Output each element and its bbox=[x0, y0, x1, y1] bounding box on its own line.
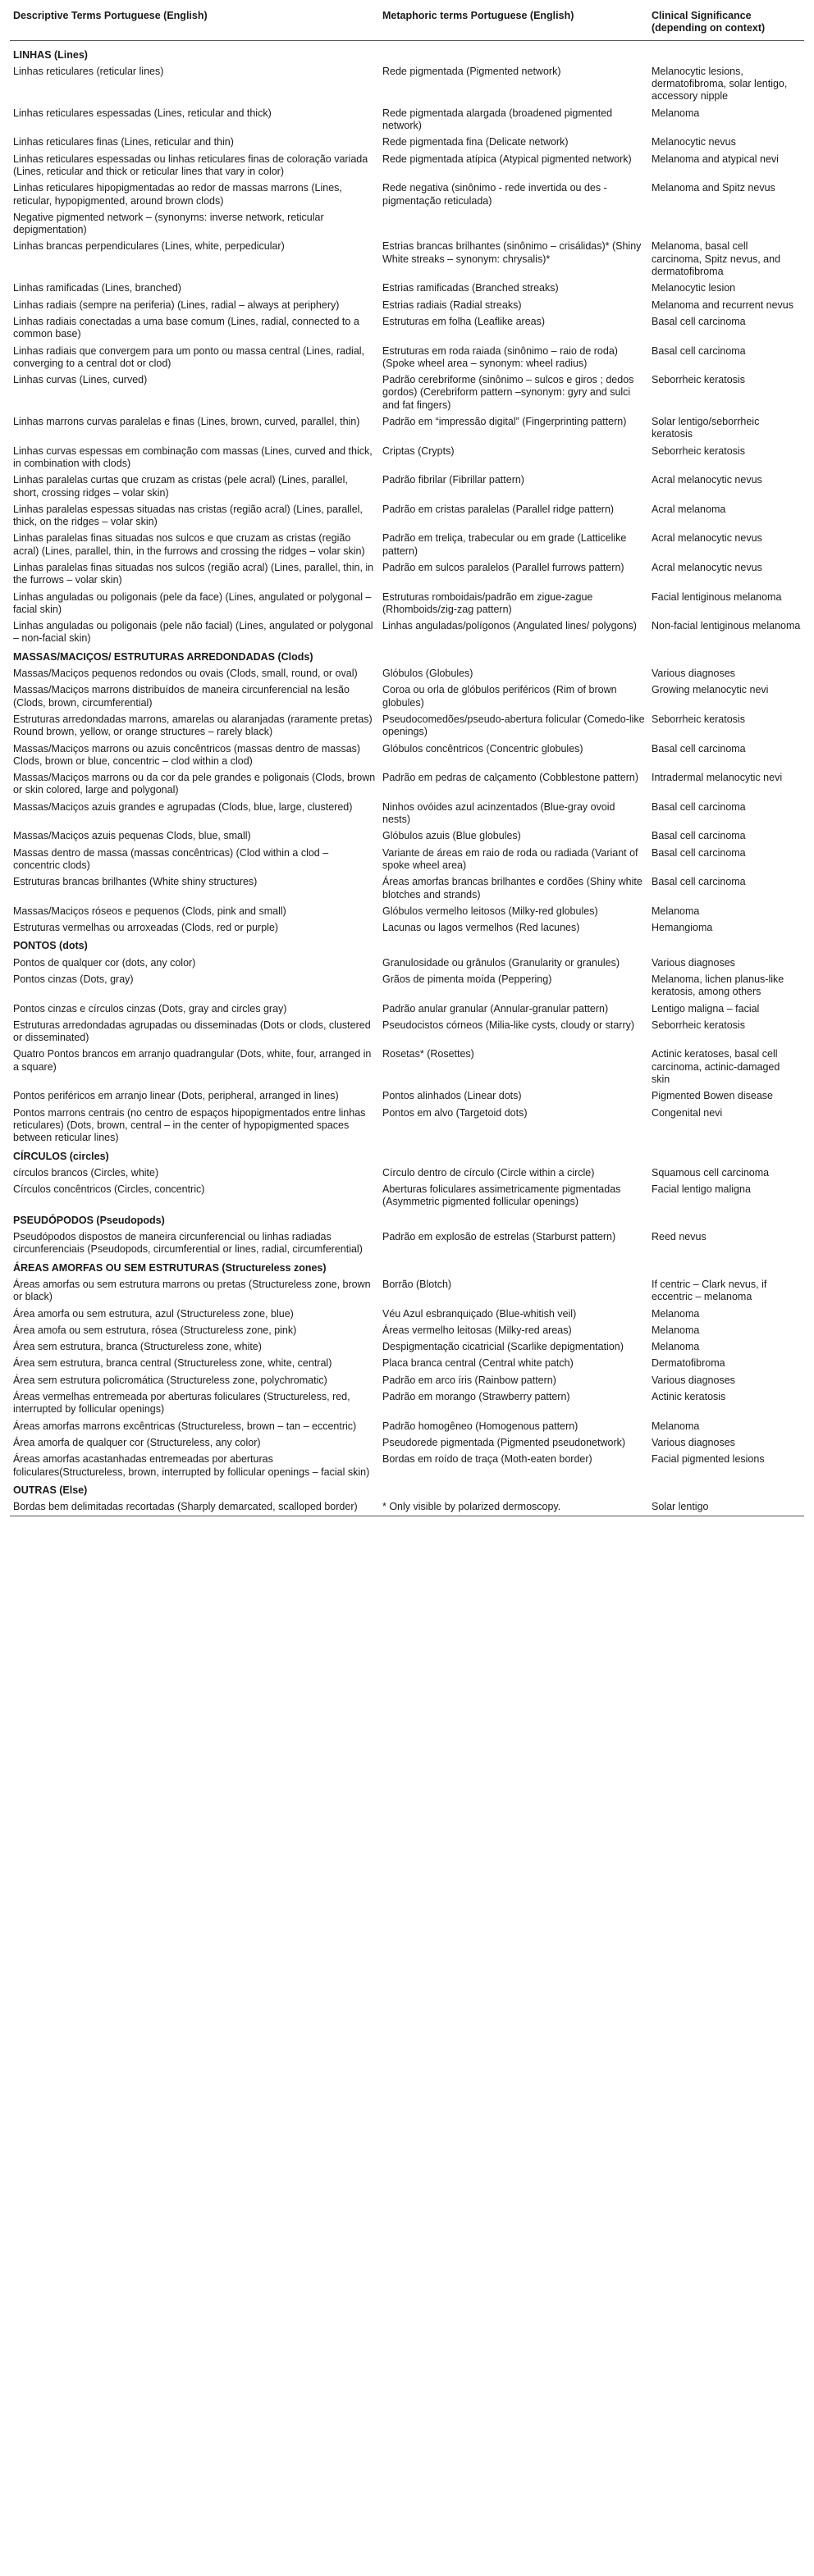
clinical-significance-cell: Facial lentigo maligna bbox=[652, 1183, 751, 1196]
descriptive-term-cell: Massas/Maciços marrons distribuídos de maneira circunferencial na lesão (Clods, brown, circumferential) bbox=[13, 684, 350, 709]
descriptive-term-cell: Áreas amorfas ou sem estrutura marrons ou pretas (Structureless zone, brown or black) bbox=[13, 1278, 371, 1303]
table-row bbox=[10, 1001, 804, 1018]
table-row bbox=[10, 666, 804, 682]
section-heading-row bbox=[10, 1147, 804, 1165]
metaphoric-term-cell: Variante de áreas em raio de roda ou radiada (Variant of spoke wheel area) bbox=[382, 846, 638, 871]
table-row bbox=[10, 590, 804, 619]
metaphoric-term-cell: Glóbulos vermelho leitosos (Milky-red globules) bbox=[382, 905, 598, 917]
clinical-significance-cell: Various diagnoses bbox=[652, 1436, 735, 1448]
metaphoric-term-cell: Padrão em explosão de estrelas (Starburst pattern) bbox=[382, 1231, 616, 1243]
clinical-significance-cell: Various diagnoses bbox=[652, 1374, 735, 1386]
clinical-significance-cell: Facial lentiginous melanoma bbox=[652, 590, 782, 603]
descriptive-term-cell: Massas/Maciços pequenos redondos ou ovais (Clods, small, round, or oval) bbox=[13, 668, 358, 680]
descriptive-term-cell: Estruturas arredondadas marrons, amarelas ou alaranjadas (raramente pretas) Round brown, yellow, or orange structures – rarely black) bbox=[13, 713, 373, 738]
clinical-significance-cell: Hemangioma bbox=[652, 922, 713, 934]
clinical-significance-cell: Seborrheic keratosis bbox=[652, 713, 745, 725]
descriptive-term-cell: Áreas amorfas acastanhadas entremeadas por aberturas foliculares(Structureless, brown, interrupted by follicular openings – facial skin) bbox=[13, 1453, 370, 1478]
clinical-significance-cell: Intradermal melanocytic nevi bbox=[652, 772, 783, 784]
descriptive-term-cell: Pontos marrons centrais (no centro de espaços hipopigmentados entre linhas reticulares) (Dots, brown, central – in the center of hypopigmented spaces between reticular lines) bbox=[13, 1106, 366, 1144]
clinical-significance-cell: Melanocytic lesions, dermatofibroma, solar lentigo, accessory nipple bbox=[652, 65, 788, 103]
descriptive-term-cell: Linhas anguladas ou poligonais (pele não facial) (Lines, angulated or polygonal – non-facial skin) bbox=[13, 620, 373, 645]
table-row bbox=[10, 874, 804, 904]
metaphoric-term-cell: Glóbulos concêntricos (Concentric globules) bbox=[382, 742, 583, 755]
table-row bbox=[10, 1339, 804, 1356]
clinical-significance-cell: Melanoma bbox=[652, 107, 700, 119]
descriptive-term-cell: Linhas paralelas curtas que cruzam as cristas (pele acral) (Lines, parallel, short, crossing ridges – volar skin) bbox=[13, 474, 348, 499]
descriptive-term-cell: Pontos cinzas e círculos cinzas (Dots, gray and circles gray) bbox=[13, 1002, 287, 1014]
clinical-significance-cell: Basal cell carcinoma bbox=[652, 344, 746, 357]
metaphoric-term-cell: Rosetas* (Rosettes) bbox=[382, 1048, 474, 1060]
clinical-significance-cell: Squamous cell carcinoma bbox=[652, 1166, 770, 1179]
descriptive-term-cell: Área sem estrutura, branca (Structureless zone, white) bbox=[13, 1341, 262, 1353]
metaphoric-term-cell: Aberturas foliculares assimetricamente pigmentadas (Asymmetric pigmented follicular openings) bbox=[382, 1183, 621, 1208]
header-metaphoric-terms: Metaphoric terms Portuguese (English) bbox=[379, 7, 648, 40]
clinical-significance-cell: Seborrheic keratosis bbox=[652, 1019, 745, 1031]
metaphoric-term-cell: Ninhos ovóides azul acinzentados (Blue-gray ovoid nests) bbox=[382, 800, 615, 826]
descriptive-term-cell: Linhas radiais que convergem para um ponto ou massa central (Lines, radial, converging to a central dot or clod) bbox=[13, 344, 365, 369]
table-row bbox=[10, 904, 804, 920]
table-row bbox=[10, 106, 804, 135]
metaphoric-term-cell bbox=[379, 210, 648, 239]
clinical-significance-cell: Basal cell carcinoma bbox=[652, 800, 746, 813]
section-heading: LINHAS (Lines) bbox=[13, 48, 88, 61]
metaphoric-term-cell: Rede negativa (sinônimo - rede invertida ou des -pigmentação reticulada) bbox=[382, 182, 607, 207]
table-row bbox=[10, 1306, 804, 1323]
metaphoric-term-cell: Padrão em sulcos paralelos (Parallel furrows pattern) bbox=[382, 561, 624, 573]
table-row bbox=[10, 414, 804, 444]
descriptive-term-cell: Pontos cinzas (Dots, gray) bbox=[13, 973, 134, 985]
metaphoric-term-cell: Áreas vermelho leitosas (Milky-red areas) bbox=[382, 1324, 572, 1336]
clinical-significance-cell: Melanoma and Spitz nevus bbox=[652, 182, 775, 194]
table-row bbox=[10, 1435, 804, 1452]
clinical-significance-cell: Melanoma and recurrent nevus bbox=[652, 299, 794, 311]
metaphoric-term-cell: Círculo dentro de círculo (Circle within a circle) bbox=[382, 1166, 595, 1179]
metaphoric-term-cell: Grãos de pimenta moída (Peppering) bbox=[382, 973, 552, 985]
descriptive-term-cell: Área sem estrutura policromática (Structureless zone, polychromatic) bbox=[13, 1374, 327, 1386]
clinical-significance-cell: Basal cell carcinoma bbox=[652, 876, 746, 888]
descriptive-term-cell: círculos brancos (Circles, white) bbox=[13, 1166, 159, 1179]
metaphoric-term-cell: Pseudocomedões/pseudo-abertura folicular (Comedo-like openings) bbox=[382, 713, 645, 738]
descriptive-term-cell: Linhas reticulares hipopigmentadas ao redor de massas marrons (Lines, reticular, hypopigmented, around brown clods) bbox=[13, 182, 342, 207]
table-row bbox=[10, 344, 804, 373]
metaphoric-term-cell: Rede pigmentada fina (Delicate network) bbox=[382, 136, 569, 148]
descriptive-term-cell: Áreas amorfas marrons excêntricas (Structureless, brown – tan – eccentric) bbox=[13, 1420, 357, 1432]
clinical-significance-cell: Melanoma bbox=[652, 1307, 700, 1320]
descriptive-term-cell: Negative pigmented network – (synonyms: inverse network, reticular depigmentation) bbox=[13, 211, 324, 236]
descriptive-term-cell: Linhas marrons curvas paralelas e finas (Lines, brown, curved, parallel, thin) bbox=[13, 416, 360, 428]
descriptive-term-cell: Linhas paralelas espessas situadas nas cristas (região acral) (Lines, parallel, thick, on the ridges – volar skin) bbox=[13, 503, 363, 528]
table-row bbox=[10, 1419, 804, 1435]
clinical-significance-cell: Acral melanocytic nevus bbox=[652, 561, 762, 573]
metaphoric-term-cell: Rede pigmentada alargada (broadened pigmented network) bbox=[382, 107, 613, 132]
table-row bbox=[10, 1106, 804, 1147]
metaphoric-term-cell: Estruturas romboidais/padrão em zigue-zague (Rhomboids/zig-zag pattern) bbox=[382, 590, 593, 615]
table-row bbox=[10, 1373, 804, 1389]
clinical-significance-cell: Basal cell carcinoma bbox=[652, 315, 746, 327]
table-row bbox=[10, 955, 804, 972]
metaphoric-term-cell: Áreas amorfas brancas brilhantes e cordões (Shiny white blotches and strands) bbox=[382, 876, 643, 900]
table-row bbox=[10, 531, 804, 560]
descriptive-term-cell: Linhas ramificadas (Lines, branched) bbox=[13, 282, 181, 294]
table-row bbox=[10, 472, 804, 502]
clinical-significance-cell: Basal cell carcinoma bbox=[652, 742, 746, 755]
metaphoric-term-cell: Padrão cerebriforme (sinônimo – sulcos e giros ; dedos gordos) (Cerebriform pattern –synonym: gyry and sulci and fat fingers) bbox=[382, 374, 634, 411]
table-row bbox=[10, 239, 804, 280]
descriptive-term-cell: Linhas radiais (sempre na periferia) (Lines, radial – always at periphery) bbox=[13, 299, 340, 311]
table-row bbox=[10, 314, 804, 344]
clinical-significance-cell: Melanoma and atypical nevi bbox=[652, 153, 779, 165]
header-clinical-significance: Clinical Significance (depending on context) bbox=[648, 7, 804, 40]
metaphoric-term-cell: Pontos em alvo (Targetoid dots) bbox=[382, 1106, 528, 1119]
metaphoric-term-cell: Estrias brancas brilhantes (sinônimo – crisálidas)* (Shiny White streaks – synonym: chrysalis)* bbox=[382, 240, 642, 265]
table-row bbox=[10, 800, 804, 829]
clinical-significance-cell: Dermatofibroma bbox=[652, 1357, 725, 1370]
table-row bbox=[10, 64, 804, 106]
section-heading: MASSAS/MACIÇOS/ ESTRUTURAS ARREDONDADAS (Clods) bbox=[13, 650, 313, 663]
clinical-significance-cell: Growing melanocytic nevi bbox=[652, 684, 769, 696]
descriptive-term-cell: Linhas paralelas finas situadas nos sulcos e que cruzam as cristas (região acral) (Lines, parallel, thin, in the furrows and crossing the ridges – volar skin) bbox=[13, 532, 365, 557]
table-row bbox=[10, 770, 804, 800]
descriptive-term-cell: Círculos concêntricos (Circles, concentric) bbox=[13, 1183, 205, 1196]
clinical-significance-cell: Acral melanocytic nevus bbox=[652, 474, 762, 486]
section-heading-row bbox=[10, 648, 804, 666]
descriptive-term-cell: Linhas paralelas finas situadas nos sulcos (região acral) (Lines, parallel, thin, in the furrows – volar skin) bbox=[13, 561, 374, 586]
descriptive-term-cell: Pontos periféricos em arranjo linear (Dots, peripheral, arranged in lines) bbox=[13, 1090, 339, 1102]
table-row bbox=[10, 741, 804, 771]
metaphoric-term-cell: Padrão em “impressão digital” (Fingerprinting pattern) bbox=[382, 416, 627, 428]
section-heading: OUTRAS (Else) bbox=[13, 1484, 88, 1496]
table-row bbox=[10, 1499, 804, 1516]
descriptive-term-cell: Estruturas vermelhas ou arroxeadas (Clods, red or purple) bbox=[13, 922, 279, 934]
table-body bbox=[10, 40, 804, 1516]
table-row bbox=[10, 828, 804, 845]
table-row bbox=[10, 1229, 804, 1259]
table-row bbox=[10, 682, 804, 712]
clinical-significance-cell: Congenital nevi bbox=[652, 1106, 723, 1119]
table-row bbox=[10, 1356, 804, 1372]
section-heading: CÍRCULOS (circles) bbox=[13, 1150, 109, 1162]
table-row bbox=[10, 1018, 804, 1047]
clinical-significance-cell: Melanocytic lesion bbox=[652, 282, 736, 294]
metaphoric-term-cell: Placa branca central (Central white patch) bbox=[382, 1357, 574, 1370]
descriptive-term-cell: Pontos de qualquer cor (dots, any color) bbox=[13, 956, 196, 969]
descriptive-term-cell: Massas/Maciços róseos e pequenos (Clods, pink and small) bbox=[13, 905, 286, 917]
descriptive-term-cell: Linhas brancas perpendiculares (Lines, white, perpedicular) bbox=[13, 240, 285, 253]
metaphoric-term-cell: Padrão em cristas paralelas (Parallel ridge pattern) bbox=[382, 503, 615, 515]
metaphoric-term-cell: Rede pigmentada atípica (Atypical pigmented network) bbox=[382, 153, 632, 165]
metaphoric-term-cell: Bordas em roído de traça (Moth-eaten border) bbox=[382, 1453, 592, 1466]
descriptive-term-cell: Bordas bem delimitadas recortadas (Sharply demarcated, scalloped border) bbox=[10, 1499, 379, 1516]
clinical-significance-cell: If centric – Clark nevus, if eccentric – melanoma bbox=[652, 1278, 767, 1303]
section-heading-row bbox=[10, 937, 804, 955]
metaphoric-term-cell: Criptas (Crypts) bbox=[382, 445, 455, 457]
table-row bbox=[10, 1389, 804, 1419]
dermoscopy-terms-table bbox=[10, 7, 804, 1516]
table-row bbox=[10, 1452, 804, 1481]
table-row bbox=[10, 1323, 804, 1339]
descriptive-term-cell: Linhas reticulares espessadas ou linhas reticulares finas de coloração variada (Lines, reticular and thick or reticular lines that vary in color) bbox=[13, 153, 368, 177]
descriptive-term-cell: Linhas reticulares espessadas (Lines, reticular and thick) bbox=[13, 107, 272, 119]
metaphoric-term-cell: Pseudorede pigmentada (Pigmented pseudonetwork) bbox=[382, 1436, 626, 1448]
clinical-significance-cell: Acral melanoma bbox=[652, 503, 726, 515]
descriptive-term-cell: Linhas reticulares finas (Lines, reticular and thin) bbox=[13, 136, 234, 148]
metaphoric-term-cell: Glóbulos (Globules) bbox=[382, 668, 473, 680]
section-heading-row bbox=[10, 1481, 804, 1499]
clinical-significance-cell: Reed nevus bbox=[652, 1231, 707, 1243]
section-heading-row bbox=[10, 1211, 804, 1229]
table-row bbox=[10, 972, 804, 1001]
metaphoric-term-cell: Estruturas em roda raiada (sinônimo – raio de roda) (Spoke wheel area – synonym: wheel radius) bbox=[382, 344, 618, 369]
descriptive-term-cell: Área amofa ou sem estrutura, rósea (Structureless zone, pink) bbox=[13, 1324, 297, 1336]
descriptive-term-cell: Área amorfa de qualquer cor (Structureless, any color) bbox=[13, 1436, 261, 1448]
section-heading-row bbox=[10, 1259, 804, 1277]
table-row bbox=[10, 372, 804, 414]
clinical-significance-cell: Melanoma, basal cell carcinoma, Spitz nevus, and dermatofibroma bbox=[652, 240, 781, 278]
descriptive-term-cell: Linhas anguladas ou poligonais (pele da face) (Lines, angulated or polygonal – facial skin) bbox=[13, 590, 372, 615]
metaphoric-term-cell: Glóbulos azuis (Blue globules) bbox=[382, 830, 521, 842]
descriptive-term-cell: Massas/Maciços marrons ou azuis concêntricos (massas dentro de massas) Clods, brown or blue, concentric – clod within a clod) bbox=[13, 742, 361, 767]
table-row bbox=[10, 618, 804, 648]
descriptive-term-cell: Massas dentro de massa (massas concêntricas) (Clod within a clod – concentric clods) bbox=[13, 846, 329, 871]
table-row bbox=[10, 210, 804, 239]
metaphoric-term-cell: Lacunas ou lagos vermelhos (Red lacunes) bbox=[382, 922, 580, 934]
metaphoric-term-cell: Padrão homogêneo (Homogenous pattern) bbox=[382, 1420, 578, 1432]
clinical-significance-cell: Seborrheic keratosis bbox=[652, 374, 745, 386]
clinical-significance-cell: Melanoma, lichen planus-like keratosis, among others bbox=[652, 973, 784, 998]
clinical-significance-cell: Actinic keratosis bbox=[652, 1391, 726, 1403]
metaphoric-term-cell: Granulosidade ou grânulos (Granularity or granules) bbox=[382, 956, 620, 969]
table-row bbox=[10, 502, 804, 531]
descriptive-term-cell: Área sem estrutura, branca central (Structureless zone, white, central) bbox=[13, 1357, 332, 1370]
descriptive-term-cell: Estruturas brancas brilhantes (White shiny structures) bbox=[13, 876, 258, 888]
header-descriptive-terms: Descriptive Terms Portuguese (English) bbox=[10, 7, 379, 40]
table-row bbox=[10, 1046, 804, 1088]
section-heading: PONTOS (dots) bbox=[13, 940, 88, 952]
descriptive-term-cell: Área amorfa ou sem estrutura, azul (Structureless zone, blue) bbox=[13, 1307, 294, 1320]
table-row bbox=[10, 1182, 804, 1211]
clinical-significance-cell: Basal cell carcinoma bbox=[652, 846, 746, 859]
metaphoric-term-cell: Estruturas em folha (Leaflike areas) bbox=[382, 315, 546, 327]
descriptive-term-cell: Áreas vermelhas entremeada por aberturas foliculares (Structureless, red, interrupted by follicular openings) bbox=[13, 1391, 350, 1416]
metaphoric-term-cell: Padrão fibrilar (Fibrillar pattern) bbox=[382, 474, 524, 486]
clinical-significance-cell: Lentigo maligna – facial bbox=[652, 1002, 760, 1014]
metaphoric-term-cell: Coroa ou orla de glóbulos periféricos (Rim of brown globules) bbox=[382, 684, 617, 709]
clinical-significance-cell: Melanoma bbox=[652, 905, 700, 917]
metaphoric-term-cell: Véu Azul esbranquiçado (Blue-whitish veil) bbox=[382, 1307, 577, 1320]
descriptive-term-cell: Linhas reticulares (reticular lines) bbox=[13, 65, 164, 77]
table-row bbox=[10, 920, 804, 937]
metaphoric-term-cell: Padrão em pedras de calçamento (Cobblestone pattern) bbox=[382, 772, 638, 784]
clinical-significance-cell: Melanocytic nevus bbox=[652, 136, 736, 148]
table-row bbox=[10, 152, 804, 181]
clinical-significance-cell: Solar lentigo/seborrheic keratosis bbox=[652, 416, 760, 440]
table-row bbox=[10, 1088, 804, 1105]
descriptive-term-cell: Linhas curvas (Lines, curved) bbox=[13, 374, 148, 386]
clinical-significance-cell: Melanoma bbox=[652, 1341, 700, 1353]
table-row bbox=[10, 846, 804, 875]
metaphoric-term-cell: Pseudocistos córneos (Milia-like cysts, cloudy or starry) bbox=[382, 1019, 635, 1031]
table-row bbox=[10, 180, 804, 210]
metaphoric-term-cell: Despigmentação cicatricial (Scarlike depigmentation) bbox=[382, 1341, 624, 1353]
metaphoric-term-cell: Borrão (Blotch) bbox=[382, 1278, 452, 1290]
clinical-significance-cell: Melanoma bbox=[652, 1420, 700, 1432]
clinical-significance-cell: Facial pigmented lesions bbox=[652, 1453, 765, 1466]
descriptive-term-cell: Massas/Maciços azuis grandes e agrupadas (Clods, blue, large, clustered) bbox=[13, 800, 353, 813]
section-heading: ÁREAS AMORFAS OU SEM ESTRUTURAS (Structureless zones) bbox=[13, 1261, 327, 1274]
metaphoric-term-cell: Padrão em treliça, trabecular ou em grade (Latticelike pattern) bbox=[382, 532, 627, 557]
table-row bbox=[10, 712, 804, 741]
descriptive-term-cell: Pseudópodos dispostos de maneira circunferencial ou linhas radiadas circunferenciais (Pseudopods, circumferential or lines, radial, circumferential) bbox=[13, 1231, 363, 1256]
clinical-significance-cell: Pigmented Bowen disease bbox=[652, 1090, 774, 1102]
metaphoric-term-cell: Estrias ramificadas (Branched streaks) bbox=[382, 282, 559, 294]
clinical-significance-cell: Solar lentigo bbox=[648, 1499, 804, 1516]
clinical-significance-cell: Melanoma bbox=[652, 1324, 700, 1336]
descriptive-term-cell: Estruturas arredondadas agrupadas ou disseminadas (Dots or clods, clustered or disseminated) bbox=[13, 1019, 371, 1044]
table-row bbox=[10, 1277, 804, 1306]
metaphoric-term-cell: Pontos alinhados (Linear dots) bbox=[382, 1090, 522, 1102]
descriptive-term-cell: Linhas curvas espessas em combinação com massas (Lines, curved and thick, in combination with clods) bbox=[13, 445, 373, 469]
descriptive-term-cell: Linhas radiais conectadas a uma base comum (Lines, radial, connected to a common base) bbox=[13, 315, 359, 340]
descriptive-term-cell: Massas/Maciços marrons ou da cor da pele grandes e poligonais (Clods, brown or skin colored, large and polygonal) bbox=[13, 772, 376, 796]
metaphoric-term-cell: * Only visible by polarized dermoscopy. bbox=[379, 1499, 648, 1516]
table-row bbox=[10, 1165, 804, 1182]
descriptive-term-cell: Massas/Maciços azuis pequenas Clods, blue, small) bbox=[13, 830, 251, 842]
section-heading-row bbox=[10, 40, 804, 64]
metaphoric-term-cell: Estrias radiais (Radial streaks) bbox=[382, 299, 522, 311]
metaphoric-term-cell: Linhas anguladas/polígonos (Angulated lines/ polygons) bbox=[382, 620, 637, 632]
table-row bbox=[10, 298, 804, 314]
clinical-significance-cell bbox=[648, 210, 804, 239]
clinical-significance-cell: Various diagnoses bbox=[652, 668, 735, 680]
clinical-significance-cell: Non-facial lentiginous melanoma bbox=[652, 620, 801, 632]
section-heading: PSEUDÓPODOS (Pseudopods) bbox=[13, 1214, 165, 1226]
metaphoric-term-cell: Padrão anular granular (Annular-granular pattern) bbox=[382, 1002, 609, 1014]
clinical-significance-cell: Seborrheic keratosis bbox=[652, 445, 745, 457]
clinical-significance-cell: Basal cell carcinoma bbox=[652, 830, 746, 842]
header-row bbox=[10, 7, 804, 40]
table-row bbox=[10, 444, 804, 473]
table-row bbox=[10, 134, 804, 151]
table-row bbox=[10, 280, 804, 297]
clinical-significance-cell: Various diagnoses bbox=[652, 956, 735, 969]
descriptive-term-cell: Quatro Pontos brancos em arranjo quadrangular (Dots, white, four, arranged in a square) bbox=[13, 1048, 372, 1073]
metaphoric-term-cell: Rede pigmentada (Pigmented network) bbox=[382, 65, 561, 77]
table-row bbox=[10, 560, 804, 590]
clinical-significance-cell: Actinic keratoses, basal cell carcinoma, actinic-damaged skin bbox=[652, 1048, 780, 1086]
clinical-significance-cell: Acral melanocytic nevus bbox=[652, 532, 762, 545]
metaphoric-term-cell: Padrão em arco íris (Rainbow pattern) bbox=[382, 1374, 556, 1386]
metaphoric-term-cell: Padrão em morango (Strawberry pattern) bbox=[382, 1391, 570, 1403]
